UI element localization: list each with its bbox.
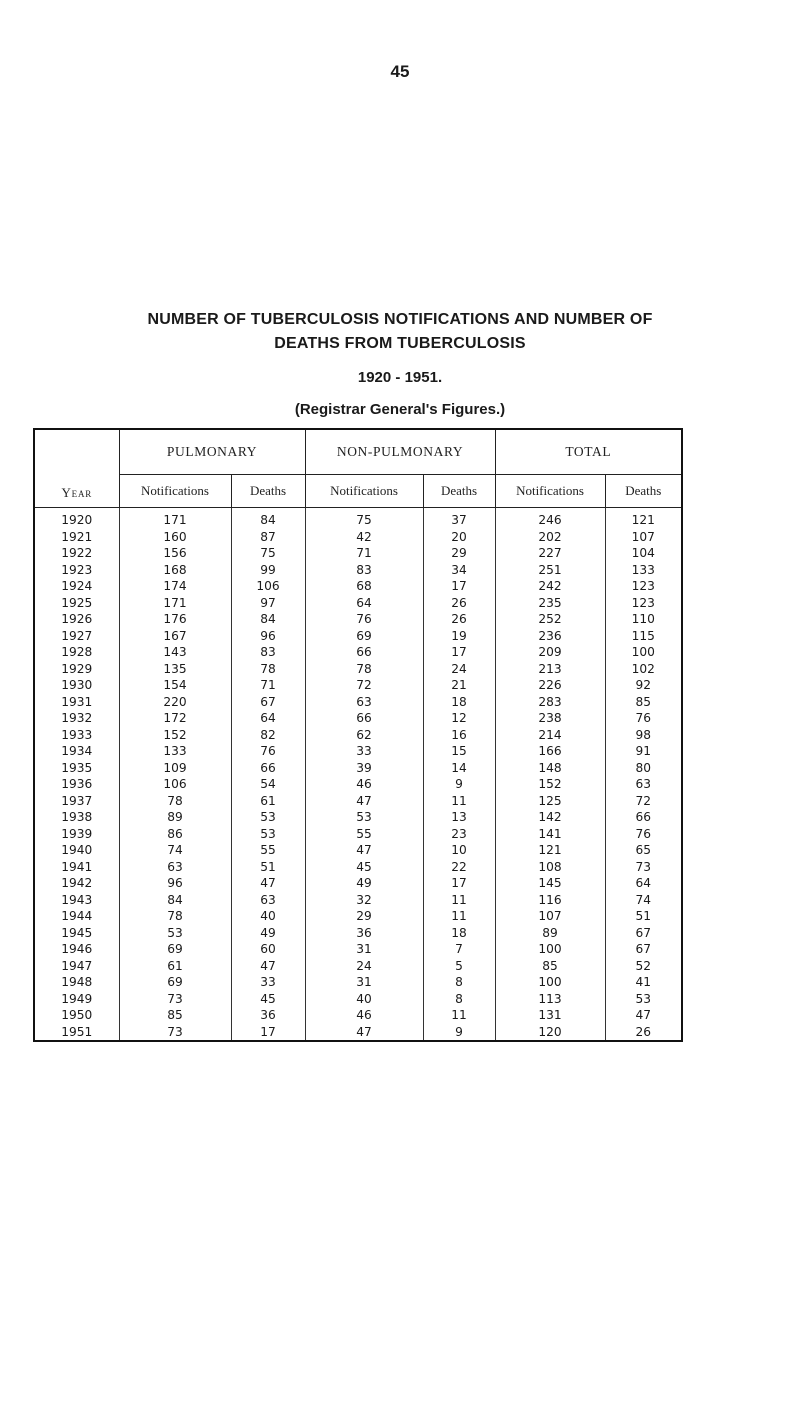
pulmonary-notifications-cell: 168 — [119, 562, 231, 579]
table-row — [34, 578, 682, 595]
year-cell: 1922 — [34, 545, 119, 562]
pulmonary-deaths-cell: 76 — [231, 743, 305, 760]
pulmonary-notifications-cell: 174 — [119, 578, 231, 595]
total-deaths-cell: 63 — [605, 776, 682, 793]
pulmonary-deaths-cell: 84 — [231, 611, 305, 628]
year-cell: 1941 — [34, 859, 119, 876]
total-deaths-cell: 67 — [605, 941, 682, 958]
non-pulmonary-deaths-cell: 14 — [423, 760, 495, 777]
total-notifications-cell: 141 — [495, 826, 605, 843]
year-cell: 1928 — [34, 644, 119, 661]
non-pulmonary-deaths-cell: 11 — [423, 1007, 495, 1024]
total-notifications-cell: 113 — [495, 991, 605, 1008]
year-cell: 1927 — [34, 628, 119, 645]
year-cell: 1930 — [34, 677, 119, 694]
non-pulmonary-deaths-cell: 5 — [423, 958, 495, 975]
pulmonary-notifications-cell: 171 — [119, 595, 231, 612]
year-cell: 1931 — [34, 694, 119, 711]
year-cell: 1933 — [34, 727, 119, 744]
year-cell: 1923 — [34, 562, 119, 579]
total-deaths-cell: 92 — [605, 677, 682, 694]
total-deaths-cell: 133 — [605, 562, 682, 579]
table-row — [34, 710, 682, 727]
pulmonary-notifications-cell: 135 — [119, 661, 231, 678]
year-cell: 1951 — [34, 1024, 119, 1042]
pulmonary-deaths-cell: 71 — [231, 677, 305, 694]
non-pulmonary-deaths-cell: 11 — [423, 908, 495, 925]
total-deaths-cell: 67 — [605, 925, 682, 942]
non-pulmonary-notifications-cell: 78 — [305, 661, 423, 678]
total-deaths-cell: 76 — [605, 710, 682, 727]
non-pulmonary-notifications-cell: 46 — [305, 776, 423, 793]
total-notifications-cell: 214 — [495, 727, 605, 744]
year-cell: 1943 — [34, 892, 119, 909]
pulmonary-deaths-cell: 45 — [231, 991, 305, 1008]
non-pulmonary-notifications-cell: 49 — [305, 875, 423, 892]
total-notifications-cell: 142 — [495, 809, 605, 826]
total-notifications-cell: 283 — [495, 694, 605, 711]
total-deaths-cell: 74 — [605, 892, 682, 909]
year-cell: 1926 — [34, 611, 119, 628]
non-pulmonary-deaths-cell: 26 — [423, 595, 495, 612]
pulmonary-notifications-cell: 154 — [119, 677, 231, 694]
table-row — [34, 875, 682, 892]
total-deaths-cell: 91 — [605, 743, 682, 760]
non-pulmonary-notifications-cell: 32 — [305, 892, 423, 909]
tuberculosis-table-container — [33, 428, 681, 1042]
non-pulmonary-notifications-cell: 55 — [305, 826, 423, 843]
non-pulmonary-notifications-cell: 68 — [305, 578, 423, 595]
total-notifications-cell: 152 — [495, 776, 605, 793]
table-row — [34, 611, 682, 628]
year-cell: 1939 — [34, 826, 119, 843]
total-deaths-cell: 80 — [605, 760, 682, 777]
non-pulmonary-deaths-cell: 34 — [423, 562, 495, 579]
total-notifications-cell: 107 — [495, 908, 605, 925]
non-pulmonary-deaths-cell: 11 — [423, 892, 495, 909]
non-pulmonary-deaths-cell: 11 — [423, 793, 495, 810]
non-pulmonary-group-header: NON-PULMONARY — [305, 429, 495, 475]
total-deaths-cell: 72 — [605, 793, 682, 810]
table-row — [34, 941, 682, 958]
non-pulmonary-deaths-header: Deaths — [423, 475, 495, 508]
pulmonary-group-header: PULMONARY — [119, 429, 305, 475]
pulmonary-deaths-cell: 63 — [231, 892, 305, 909]
total-deaths-cell: 123 — [605, 595, 682, 612]
total-deaths-cell: 52 — [605, 958, 682, 975]
non-pulmonary-notifications-cell: 75 — [305, 508, 423, 529]
year-cell: 1947 — [34, 958, 119, 975]
non-pulmonary-notifications-cell: 63 — [305, 694, 423, 711]
non-pulmonary-notifications-cell: 64 — [305, 595, 423, 612]
table-row — [34, 974, 682, 991]
document-title — [0, 308, 800, 420]
pulmonary-deaths-cell: 17 — [231, 1024, 305, 1042]
total-deaths-header: Deaths — [605, 475, 682, 508]
table-row — [34, 809, 682, 826]
pulmonary-notifications-cell: 69 — [119, 974, 231, 991]
year-cell: 1946 — [34, 941, 119, 958]
non-pulmonary-deaths-cell: 8 — [423, 991, 495, 1008]
pulmonary-notifications-cell: 171 — [119, 508, 231, 529]
year-cell: 1937 — [34, 793, 119, 810]
pulmonary-deaths-cell: 106 — [231, 578, 305, 595]
pulmonary-notifications-cell: 156 — [119, 545, 231, 562]
pulmonary-notifications-header: Notifications — [119, 475, 231, 508]
non-pulmonary-deaths-cell: 9 — [423, 1024, 495, 1042]
year-cell: 1924 — [34, 578, 119, 595]
pulmonary-deaths-cell: 47 — [231, 958, 305, 975]
non-pulmonary-notifications-cell: 45 — [305, 859, 423, 876]
title-source: (Registrar General's Figures.) — [294, 401, 506, 418]
year-cell: 1942 — [34, 875, 119, 892]
pulmonary-deaths-cell: 97 — [231, 595, 305, 612]
pulmonary-notifications-cell: 73 — [119, 1024, 231, 1042]
table-row — [34, 677, 682, 694]
total-notifications-cell: 166 — [495, 743, 605, 760]
total-notifications-cell: 209 — [495, 644, 605, 661]
table-row — [34, 595, 682, 612]
total-notifications-cell: 108 — [495, 859, 605, 876]
non-pulmonary-deaths-cell: 8 — [423, 974, 495, 991]
total-notifications-cell: 121 — [495, 842, 605, 859]
pulmonary-deaths-cell: 99 — [231, 562, 305, 579]
total-notifications-cell: 125 — [495, 793, 605, 810]
pulmonary-deaths-cell: 83 — [231, 644, 305, 661]
total-notifications-cell: 116 — [495, 892, 605, 909]
table-row — [34, 892, 682, 909]
pulmonary-notifications-cell: 172 — [119, 710, 231, 727]
non-pulmonary-deaths-cell: 17 — [423, 578, 495, 595]
non-pulmonary-deaths-cell: 7 — [423, 941, 495, 958]
total-notifications-cell: 213 — [495, 661, 605, 678]
year-cell: 1948 — [34, 974, 119, 991]
table-row — [34, 776, 682, 793]
non-pulmonary-deaths-cell: 9 — [423, 776, 495, 793]
year-column-header: Year — [34, 429, 119, 508]
total-deaths-cell: 110 — [605, 611, 682, 628]
total-deaths-cell: 26 — [605, 1024, 682, 1042]
non-pulmonary-notifications-header: Notifications — [305, 475, 423, 508]
pulmonary-deaths-cell: 53 — [231, 826, 305, 843]
non-pulmonary-notifications-cell: 83 — [305, 562, 423, 579]
non-pulmonary-deaths-cell: 37 — [423, 508, 495, 529]
non-pulmonary-deaths-cell: 10 — [423, 842, 495, 859]
non-pulmonary-deaths-cell: 18 — [423, 694, 495, 711]
total-deaths-cell: 65 — [605, 842, 682, 859]
table-row — [34, 562, 682, 579]
total-deaths-cell: 47 — [605, 1007, 682, 1024]
total-deaths-cell: 51 — [605, 908, 682, 925]
total-notifications-cell: 100 — [495, 941, 605, 958]
total-deaths-cell: 64 — [605, 875, 682, 892]
pulmonary-notifications-cell: 89 — [119, 809, 231, 826]
table-row — [34, 958, 682, 975]
non-pulmonary-notifications-cell: 24 — [305, 958, 423, 975]
total-deaths-cell: 73 — [605, 859, 682, 876]
sub-header-row — [34, 475, 682, 508]
total-deaths-cell: 115 — [605, 628, 682, 645]
non-pulmonary-deaths-cell: 16 — [423, 727, 495, 744]
non-pulmonary-notifications-cell: 53 — [305, 809, 423, 826]
year-cell: 1936 — [34, 776, 119, 793]
table-row — [34, 1024, 682, 1042]
non-pulmonary-notifications-cell: 72 — [305, 677, 423, 694]
total-deaths-cell: 102 — [605, 661, 682, 678]
total-notifications-cell: 120 — [495, 1024, 605, 1042]
table-row — [34, 991, 682, 1008]
page-number: 45 — [390, 62, 410, 81]
year-cell: 1932 — [34, 710, 119, 727]
total-notifications-cell: 236 — [495, 628, 605, 645]
non-pulmonary-deaths-cell: 24 — [423, 661, 495, 678]
non-pulmonary-notifications-cell: 33 — [305, 743, 423, 760]
total-notifications-cell: 238 — [495, 710, 605, 727]
table-row — [34, 727, 682, 744]
title-line-1: NUMBER OF TUBERCULOSIS NOTIFICATIONS AND NUMBER OF — [147, 311, 653, 328]
non-pulmonary-notifications-cell: 31 — [305, 941, 423, 958]
year-cell: 1921 — [34, 529, 119, 546]
non-pulmonary-notifications-cell: 39 — [305, 760, 423, 777]
total-notifications-cell: 242 — [495, 578, 605, 595]
year-cell: 1935 — [34, 760, 119, 777]
pulmonary-deaths-cell: 66 — [231, 760, 305, 777]
table-row — [34, 908, 682, 925]
total-deaths-cell: 123 — [605, 578, 682, 595]
pulmonary-deaths-cell: 36 — [231, 1007, 305, 1024]
pulmonary-notifications-cell: 109 — [119, 760, 231, 777]
pulmonary-deaths-cell: 47 — [231, 875, 305, 892]
total-notifications-cell: 85 — [495, 958, 605, 975]
non-pulmonary-deaths-cell: 26 — [423, 611, 495, 628]
table-row — [34, 694, 682, 711]
pulmonary-deaths-header: Deaths — [231, 475, 305, 508]
pulmonary-deaths-cell: 87 — [231, 529, 305, 546]
pulmonary-notifications-cell: 69 — [119, 941, 231, 958]
pulmonary-deaths-cell: 60 — [231, 941, 305, 958]
title-line-2: DEATHS FROM TUBERCULOSIS — [274, 335, 526, 352]
non-pulmonary-notifications-cell: 71 — [305, 545, 423, 562]
non-pulmonary-notifications-cell: 42 — [305, 529, 423, 546]
pulmonary-notifications-cell: 84 — [119, 892, 231, 909]
total-deaths-cell: 85 — [605, 694, 682, 711]
pulmonary-notifications-cell: 106 — [119, 776, 231, 793]
total-notifications-cell: 235 — [495, 595, 605, 612]
pulmonary-notifications-cell: 152 — [119, 727, 231, 744]
pulmonary-notifications-cell: 220 — [119, 694, 231, 711]
table-row — [34, 661, 682, 678]
pulmonary-deaths-cell: 49 — [231, 925, 305, 942]
pulmonary-notifications-cell: 133 — [119, 743, 231, 760]
non-pulmonary-notifications-cell: 36 — [305, 925, 423, 942]
pulmonary-notifications-cell: 78 — [119, 908, 231, 925]
pulmonary-deaths-cell: 64 — [231, 710, 305, 727]
title-year-range: 1920 - 1951. — [357, 369, 443, 386]
table-row — [34, 826, 682, 843]
pulmonary-deaths-cell: 55 — [231, 842, 305, 859]
table-row — [34, 644, 682, 661]
pulmonary-notifications-cell: 73 — [119, 991, 231, 1008]
total-deaths-cell: 104 — [605, 545, 682, 562]
non-pulmonary-deaths-cell: 13 — [423, 809, 495, 826]
total-notifications-cell: 145 — [495, 875, 605, 892]
group-header-row — [34, 429, 682, 475]
table-body — [34, 508, 682, 1042]
year-cell: 1925 — [34, 595, 119, 612]
table-row — [34, 529, 682, 546]
year-cell: 1944 — [34, 908, 119, 925]
non-pulmonary-deaths-cell: 18 — [423, 925, 495, 942]
total-notifications-header: Notifications — [495, 475, 605, 508]
pulmonary-notifications-cell: 85 — [119, 1007, 231, 1024]
pulmonary-notifications-cell: 143 — [119, 644, 231, 661]
total-notifications-cell: 202 — [495, 529, 605, 546]
pulmonary-notifications-cell: 78 — [119, 793, 231, 810]
pulmonary-deaths-cell: 67 — [231, 694, 305, 711]
table-row — [34, 508, 682, 529]
table-row — [34, 842, 682, 859]
non-pulmonary-notifications-cell: 29 — [305, 908, 423, 925]
non-pulmonary-deaths-cell: 22 — [423, 859, 495, 876]
year-cell: 1949 — [34, 991, 119, 1008]
total-deaths-cell: 100 — [605, 644, 682, 661]
table-row — [34, 743, 682, 760]
pulmonary-notifications-cell: 61 — [119, 958, 231, 975]
pulmonary-notifications-cell: 176 — [119, 611, 231, 628]
pulmonary-deaths-cell: 33 — [231, 974, 305, 991]
pulmonary-notifications-cell: 160 — [119, 529, 231, 546]
pulmonary-notifications-cell: 53 — [119, 925, 231, 942]
total-deaths-cell: 66 — [605, 809, 682, 826]
table-row — [34, 859, 682, 876]
non-pulmonary-notifications-cell: 69 — [305, 628, 423, 645]
total-notifications-cell: 251 — [495, 562, 605, 579]
pulmonary-notifications-cell: 74 — [119, 842, 231, 859]
total-group-header: TOTAL — [495, 429, 682, 475]
non-pulmonary-deaths-cell: 17 — [423, 644, 495, 661]
total-notifications-cell: 246 — [495, 508, 605, 529]
pulmonary-deaths-cell: 82 — [231, 727, 305, 744]
non-pulmonary-notifications-cell: 76 — [305, 611, 423, 628]
non-pulmonary-notifications-cell: 46 — [305, 1007, 423, 1024]
total-notifications-cell: 252 — [495, 611, 605, 628]
pulmonary-notifications-cell: 63 — [119, 859, 231, 876]
non-pulmonary-deaths-cell: 17 — [423, 875, 495, 892]
table-row — [34, 1007, 682, 1024]
non-pulmonary-notifications-cell: 47 — [305, 793, 423, 810]
pulmonary-notifications-cell: 167 — [119, 628, 231, 645]
pulmonary-notifications-cell: 86 — [119, 826, 231, 843]
total-notifications-cell: 148 — [495, 760, 605, 777]
year-cell: 1934 — [34, 743, 119, 760]
total-notifications-cell: 131 — [495, 1007, 605, 1024]
non-pulmonary-deaths-cell: 20 — [423, 529, 495, 546]
non-pulmonary-notifications-cell: 47 — [305, 1024, 423, 1042]
pulmonary-deaths-cell: 61 — [231, 793, 305, 810]
non-pulmonary-deaths-cell: 15 — [423, 743, 495, 760]
total-deaths-cell: 98 — [605, 727, 682, 744]
pulmonary-deaths-cell: 96 — [231, 628, 305, 645]
total-notifications-cell: 100 — [495, 974, 605, 991]
year-cell: 1940 — [34, 842, 119, 859]
year-cell: 1920 — [34, 508, 119, 529]
total-notifications-cell: 227 — [495, 545, 605, 562]
pulmonary-deaths-cell: 53 — [231, 809, 305, 826]
year-cell: 1950 — [34, 1007, 119, 1024]
non-pulmonary-deaths-cell: 23 — [423, 826, 495, 843]
total-notifications-cell: 226 — [495, 677, 605, 694]
total-deaths-cell: 41 — [605, 974, 682, 991]
table-row — [34, 760, 682, 777]
pulmonary-notifications-cell: 96 — [119, 875, 231, 892]
total-deaths-cell: 53 — [605, 991, 682, 1008]
table-row — [34, 793, 682, 810]
tuberculosis-table — [33, 428, 683, 1042]
non-pulmonary-deaths-cell: 12 — [423, 710, 495, 727]
non-pulmonary-deaths-cell: 19 — [423, 628, 495, 645]
total-deaths-cell: 121 — [605, 508, 682, 529]
non-pulmonary-notifications-cell: 66 — [305, 644, 423, 661]
table-row — [34, 925, 682, 942]
pulmonary-deaths-cell: 51 — [231, 859, 305, 876]
year-cell: 1929 — [34, 661, 119, 678]
pulmonary-deaths-cell: 75 — [231, 545, 305, 562]
year-cell: 1945 — [34, 925, 119, 942]
table-row — [34, 628, 682, 645]
total-deaths-cell: 107 — [605, 529, 682, 546]
pulmonary-deaths-cell: 40 — [231, 908, 305, 925]
total-notifications-cell: 89 — [495, 925, 605, 942]
pulmonary-deaths-cell: 78 — [231, 661, 305, 678]
pulmonary-deaths-cell: 54 — [231, 776, 305, 793]
non-pulmonary-notifications-cell: 66 — [305, 710, 423, 727]
non-pulmonary-notifications-cell: 62 — [305, 727, 423, 744]
total-deaths-cell: 76 — [605, 826, 682, 843]
pulmonary-deaths-cell: 84 — [231, 508, 305, 529]
non-pulmonary-notifications-cell: 40 — [305, 991, 423, 1008]
year-cell: 1938 — [34, 809, 119, 826]
non-pulmonary-deaths-cell: 29 — [423, 545, 495, 562]
non-pulmonary-deaths-cell: 21 — [423, 677, 495, 694]
non-pulmonary-notifications-cell: 31 — [305, 974, 423, 991]
non-pulmonary-notifications-cell: 47 — [305, 842, 423, 859]
table-row — [34, 545, 682, 562]
